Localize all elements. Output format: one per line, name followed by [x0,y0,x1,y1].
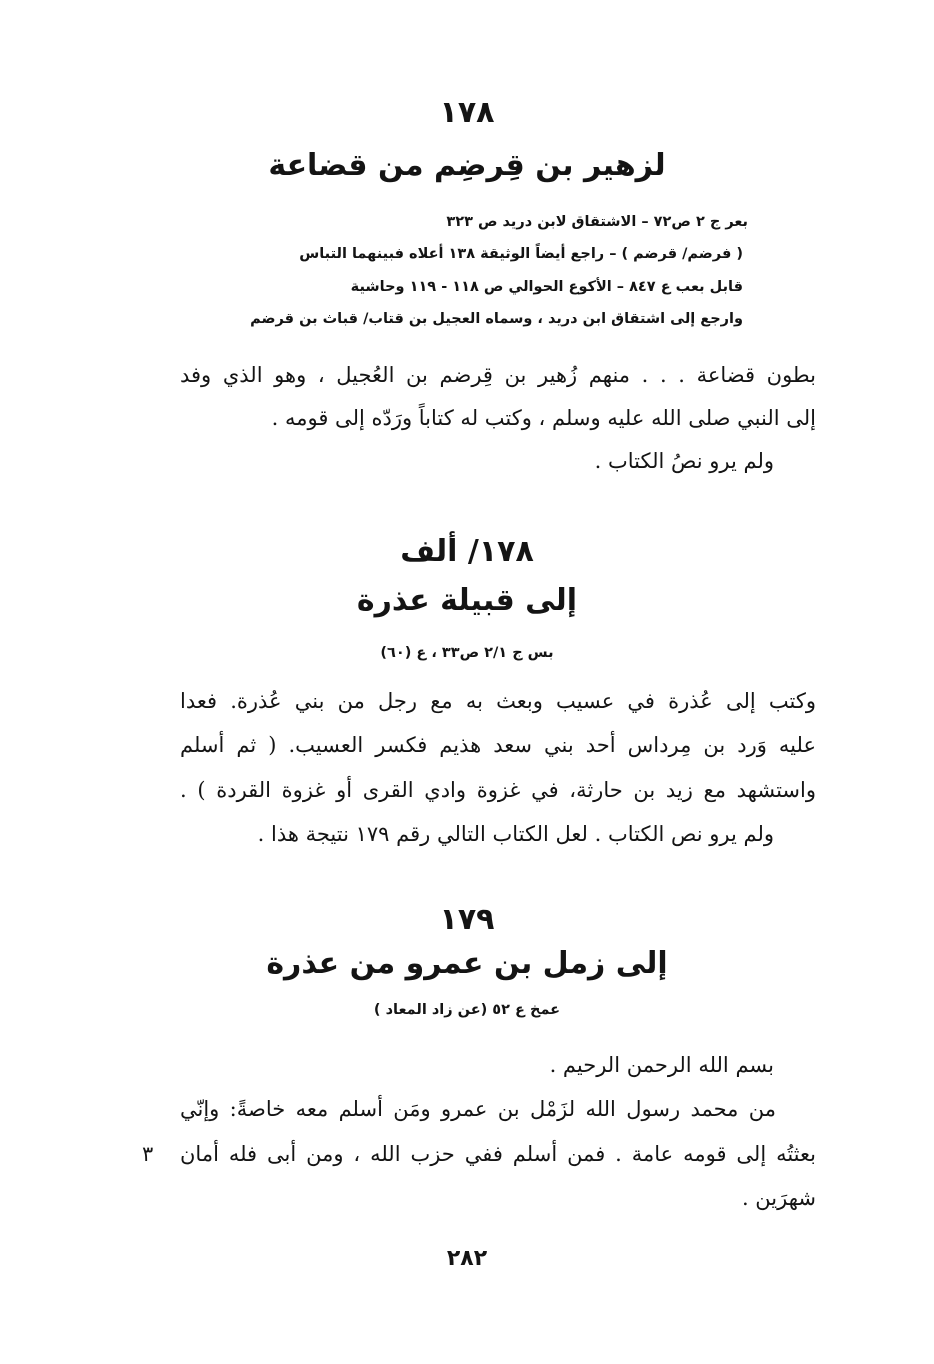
section-179-source: عمخ ع ٥٢ (عن زاد المعاد ) [373,1002,561,1018]
section-178-body-line-1: بطون قضاعة . . . منهم زُهير بن قِرضم بن العُجيل ، وهو الذي وفد [180,363,816,387]
section-178-body-line-3: ولم يرو نصُ الكتاب . [594,449,774,473]
section-179-number: ١٧٩ [439,902,495,937]
section-178a-title: إلى قبيلة عذرة [356,583,578,618]
section-178-title: لزهير بن قِرضِم من قضاعة [268,148,666,183]
page-number: ٢٨٢ [446,1246,488,1271]
section-178a-body-line-2: عليه وَرد بن مِرداس أحد بني سعد هذيم فكسر العسيب. ( ثم أسلم [180,733,816,757]
section-178a-body-line-1: وكتب إلى عُذرة في عسيب وبعث به مع رجل من بني عُذرة. فعدا [180,689,816,713]
section-178a-body-line-4: ولم يرو نص الكتاب . لعل الكتاب التالي رقم ١٧٩ نتيجة هذا . [257,822,774,846]
section-179-body-line-2: من محمد رسول الله لزَمْل بن عمرو ومَن أسلم معه خاصةً: وإنّي [180,1097,776,1121]
section-178-source-line-3: قابل بعب ع ٨٤٧ – الأكوع الحوالي ص ١١٨ - ١١٩ وحاشية [350,279,743,295]
section-178-source-line-1: بعر ج ٢ ص٧٢ – الاشتقاق لابن دريد ص ٣٢٣ [446,214,748,230]
section-178a-source: بس ج ٢/١ ص٣٣ ، ع (٦٠) [380,645,554,661]
section-178-source-line-4: وارجع إلى اشتقاق ابن دريد ، وسماه العجيل بن قتاب/ قباث بن قرضم [250,311,743,327]
section-179-body-line-4: شهرَين . [741,1186,816,1210]
section-178-source-line-2: ( فرضم/ قرضم ) – راجع أيضاً الوثيقة ١٣٨ أعلاه فبينهما التباس [299,246,743,262]
section-178-body-line-2: إلى النبي صلى الله عليه وسلم ، وكتب له كتاباً ورَدّه إلى قومه . [271,406,816,430]
section-179-title: إلى زمل بن عمرو من عذرة [266,946,668,981]
section-178-number: ١٧٨ [439,95,495,130]
section-179-body-line-3: بعثتُه إلى قومه عامة . فمن أسلم ففي حزب الله ، ومن أبى فله أمان [180,1142,816,1166]
margin-line-number: ٣ [142,1142,154,1166]
section-178a-body-line-3: واستشهد مع زيد بن حارثة، في غزوة وادي القرى أو غزوة القردة ) . [180,778,816,802]
section-179-body-line-1: بسم الله الرحمن الرحيم . [549,1053,774,1077]
section-178a-number: ١٧٨/ ألف [400,534,534,569]
